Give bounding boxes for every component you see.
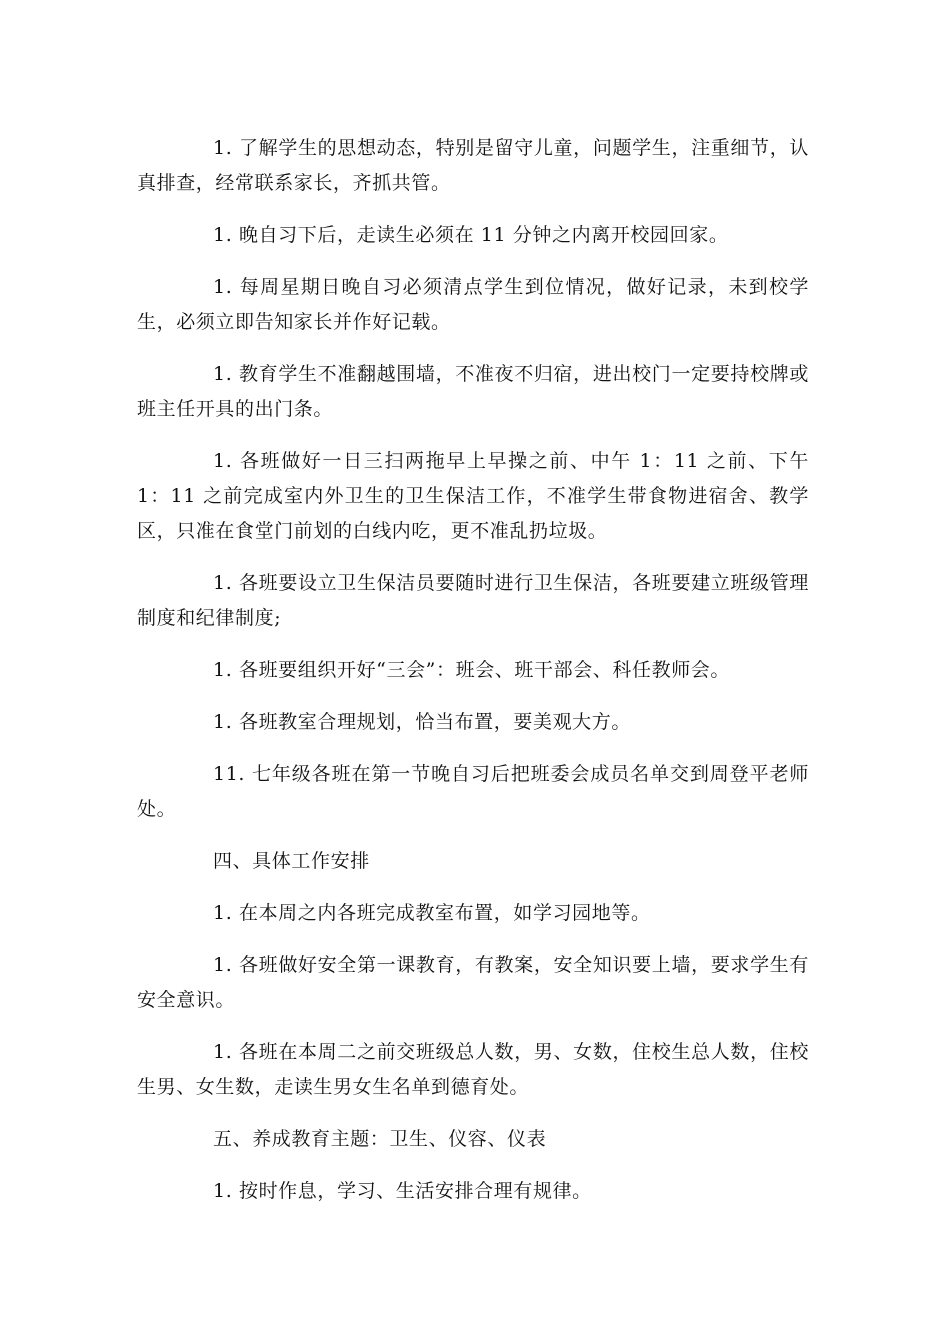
paragraph-5: 1. 各班做好一日三扫两拖早上早操之前、中午 1：11 之前、下午 1：11 之前完成室内外卫生的卫生保洁工作，不准学生带食物进宿舍、教学区，只准在食堂门前划的白线内吃，更不准乱扔垃圾。 — [137, 450, 809, 542]
paragraph-2: 1. 晚自习下后，走读生必须在 11 分钟之内离开校园回家。 — [213, 224, 729, 246]
section-heading-4: 四、具体工作安排 — [213, 850, 370, 872]
section-heading-5: 五、养成教育主题：卫生、仪容、仪表 — [213, 1128, 547, 1150]
paragraph-11: 1. 各班做好安全第一课教育，有教案，安全知识要上墙，要求学生有安全意识。 — [137, 954, 809, 1011]
paragraph-6: 1. 各班要设立卫生保洁员要随时进行卫生保洁，各班要建立班级管理制度和纪律制度; — [137, 572, 809, 629]
paragraph-10: 1. 在本周之内各班完成教室布置，如学习园地等。 — [213, 902, 651, 924]
paragraph-8: 1. 各班教室合理规划，恰当布置，要美观大方。 — [213, 711, 631, 733]
paragraph-12: 1. 各班在本周二之前交班级总人数，男、女数，住校生总人数，住校生男、女生数，走读生男女生名单到德育处。 — [137, 1041, 809, 1098]
document-body — [137, 131, 809, 1226]
paragraph-7: 1. 各班要组织开好“三会”：班会、班干部会、科任教师会。 — [213, 659, 730, 681]
paragraph-9: 11. 七年级各班在第一节晚自习后把班委会成员名单交到周登平老师处。 — [137, 763, 809, 820]
paragraph-1: 1. 了解学生的思想动态，特别是留守儿童，问题学生，注重细节，认真排查，经常联系家长，齐抓共管。 — [137, 137, 809, 194]
paragraph-3: 1. 每周星期日晚自习必须清点学生到位情况，做好记录，未到校学生，必须立即告知家长并作好记载。 — [137, 276, 809, 333]
paragraph-13: 1. 按时作息，学习、生活安排合理有规律。 — [213, 1180, 592, 1202]
paragraph-4: 1. 教育学生不准翻越围墙，不准夜不归宿，进出校门一定要持校牌或班主任开具的出门条。 — [137, 363, 809, 420]
